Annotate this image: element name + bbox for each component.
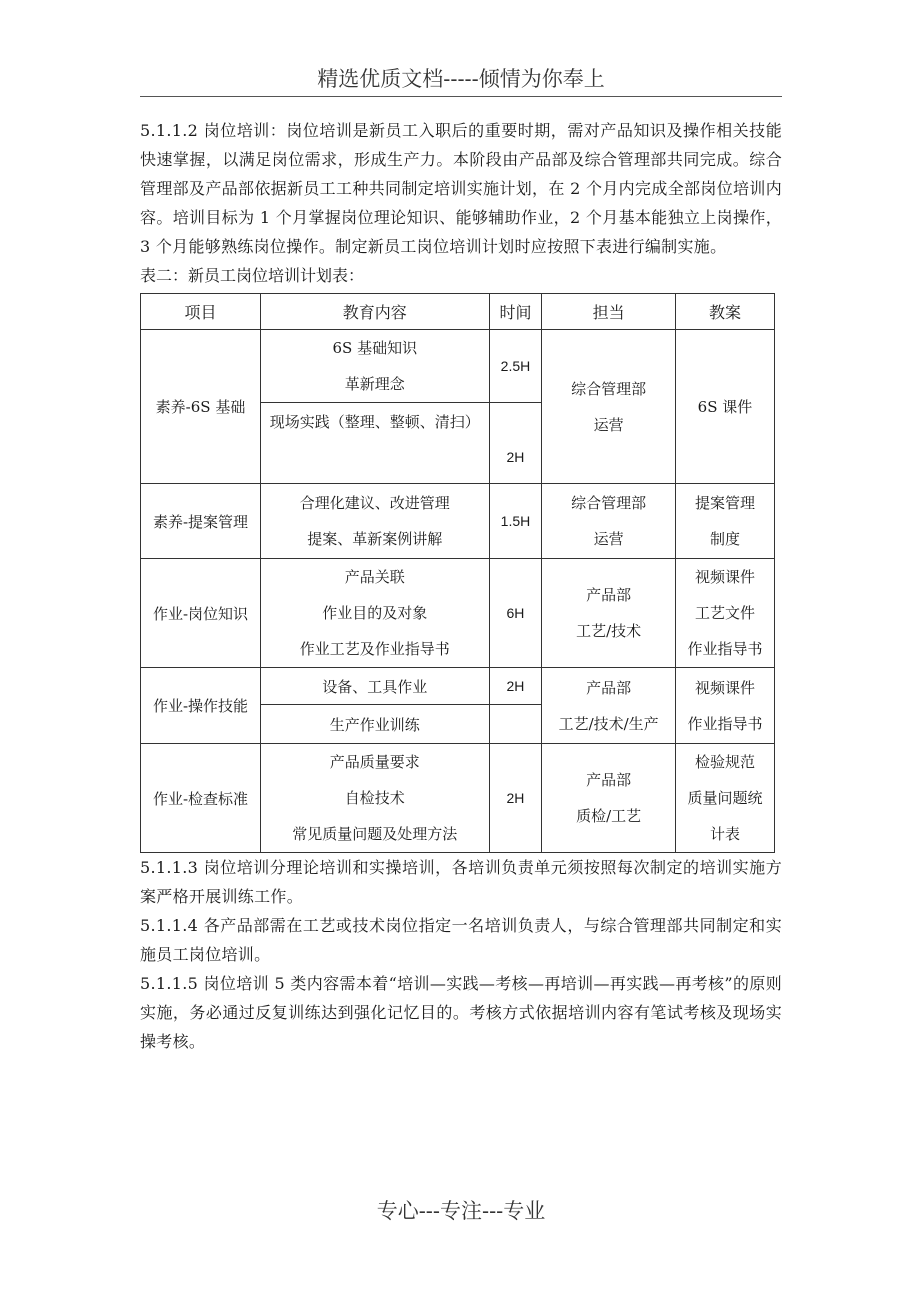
time-cell: 2H [489, 744, 542, 853]
table-row [141, 668, 775, 705]
content-line: 作业工艺及作业指导书 [299, 640, 450, 658]
table-header-row [141, 294, 775, 330]
header-divider [140, 96, 782, 97]
owner-cell [542, 330, 676, 484]
owner-line: 质检/工艺 [576, 807, 642, 825]
time-cell: 2H [489, 668, 542, 705]
table-row [141, 559, 775, 668]
training-plan-table [140, 293, 775, 853]
plan-line: 工艺文件 [694, 604, 755, 622]
plan-line: 视频课件 [694, 678, 755, 697]
page-header: 精选优质文档-----倾情为你奉上 [317, 67, 605, 91]
project-cell: 作业-操作技能 [141, 668, 261, 744]
content-cell: 现场实践（整理、整顿、清扫） [261, 403, 490, 484]
content-line: 常见质量问题及处理方法 [292, 825, 458, 843]
content-line: 革新理念 [344, 375, 405, 393]
content-line: 合理化建议、改进管理 [299, 494, 450, 512]
owner-cell [542, 744, 676, 853]
plan-line: 作业指导书 [687, 640, 763, 658]
header-owner: 担当 [542, 294, 676, 330]
owner-line: 产品部 [586, 586, 632, 604]
content-cell [261, 559, 490, 668]
owner-line: 综合管理部 [571, 379, 647, 398]
time-cell: 6H [489, 559, 542, 668]
owner-cell [542, 484, 676, 559]
owner-line: 综合管理部 [571, 494, 647, 512]
project-cell: 作业-检查标准 [141, 744, 261, 853]
content-line: 产品质量要求 [329, 753, 420, 771]
owner-cell [542, 559, 676, 668]
owner-line: 运营 [593, 415, 624, 434]
time-cell: 2.5H [489, 330, 542, 403]
content-line: 6S 基础知识 [332, 339, 418, 357]
content-line: 自检技术 [344, 789, 405, 807]
time-cell: 1.5H [489, 484, 542, 559]
plan-line: 作业指导书 [687, 714, 763, 733]
plan-line: 质量问题统 [687, 789, 763, 807]
plan-line: 视频课件 [694, 568, 755, 586]
content-cell [261, 330, 490, 403]
paragraph-5-1-1-2: 5.1.1.2 岗位培训：岗位培训是新员工入职后的重要时期，需对产品知识及操作相关技能快速掌握，以满足岗位需求，形成生产力。本阶段由产品部及综合管理部共同完成。综合管理部及产品部依据新员工工种共同制定培训实施计划，在 2 个月内完成全部岗位培训内容。培训目标为 1 个月掌握岗位理论知识、能够辅助作业，2 个月基本能独立上岗操作，3 个月能够熟练岗位操作。制定新员工岗位培训计划时应按照下表进行编制实施。 [140, 121, 782, 256]
owner-line: 工艺/技术 [576, 622, 642, 640]
project-cell: 素养-6S 基础 [141, 330, 261, 484]
header-content: 教育内容 [261, 294, 490, 330]
table-row [141, 484, 775, 559]
owner-line: 产品部 [586, 771, 632, 789]
page-footer: 专心---专注---专业 [376, 1199, 546, 1223]
plan-cell: 6S 课件 [675, 330, 774, 484]
table-row [141, 744, 775, 853]
owner-line: 运营 [593, 530, 624, 548]
plan-cell [675, 744, 774, 853]
project-cell: 作业-岗位知识 [141, 559, 261, 668]
table-row [141, 330, 775, 403]
plan-line: 计表 [709, 825, 740, 843]
plan-line: 制度 [709, 530, 740, 548]
plan-cell [675, 668, 774, 744]
content-line: 产品关联 [344, 568, 405, 586]
paragraph-5-1-1-3: 5.1.1.3 岗位培训分理论培训和实操培训，各培训负责单元须按照每次制定的培训实施方案严格开展训练工作。 [140, 858, 782, 906]
owner-line: 工艺/技术/生产 [558, 714, 659, 733]
plan-cell [675, 559, 774, 668]
table-caption: 表二：新员工岗位培训计划表： [140, 266, 365, 285]
content-cell [261, 484, 490, 559]
plan-line: 检验规范 [694, 753, 755, 771]
content-cell: 设备、工具作业 [261, 668, 490, 705]
time-cell: 2H [489, 403, 542, 484]
header-time: 时间 [489, 294, 542, 330]
content-line: 提案、革新案例讲解 [307, 530, 443, 548]
header-plan: 教案 [675, 294, 774, 330]
content-cell: 生产作业训练 [261, 705, 490, 744]
paragraph-5-1-1-4: 5.1.1.4 各产品部需在工艺或技术岗位指定一名培训负责人，与综合管理部共同制定和实施员工岗位培训。 [140, 916, 782, 964]
time-cell [489, 705, 542, 744]
owner-line: 产品部 [586, 678, 632, 697]
project-cell: 素养-提案管理 [141, 484, 261, 559]
paragraph-5-1-1-5: 5.1.1.5 岗位培训 5 类内容需本着“培训—实践—考核—再培训—再实践—再考核”的原则实施，务必通过反复训练达到强化记忆目的。考核方式依据培训内容有笔试考核及现场实操考核。 [140, 974, 782, 1051]
content-line: 作业目的及对象 [322, 604, 428, 622]
owner-cell [542, 668, 676, 744]
plan-line: 提案管理 [694, 494, 755, 512]
content-cell [261, 744, 490, 853]
document-body [140, 116, 782, 1056]
header-project: 项目 [141, 294, 261, 330]
plan-cell [675, 484, 774, 559]
